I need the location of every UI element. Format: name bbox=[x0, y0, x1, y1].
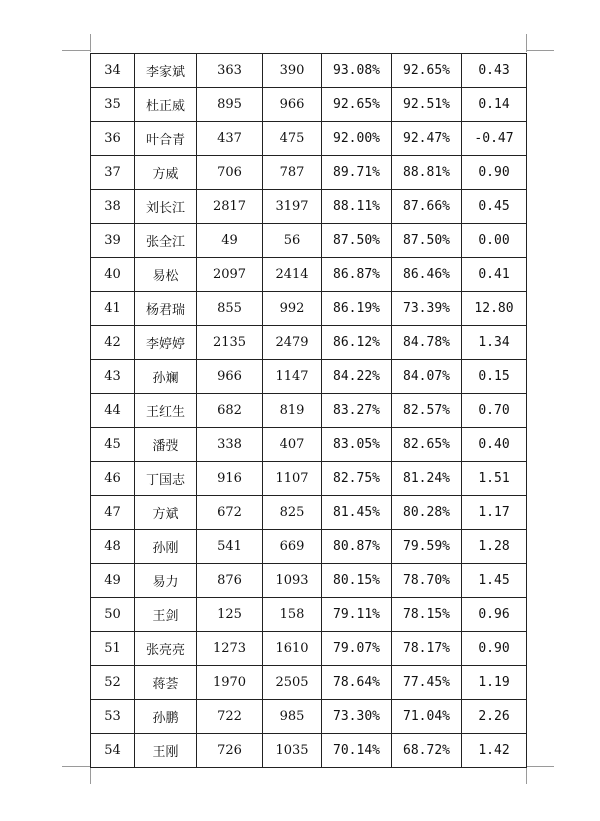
count-b-cell: 985 bbox=[263, 700, 322, 734]
count-a-cell: 706 bbox=[197, 156, 263, 190]
rank-cell: 47 bbox=[91, 496, 135, 530]
table-row bbox=[91, 258, 527, 292]
count-a-cell: 682 bbox=[197, 394, 263, 428]
name-cell: 杜正威 bbox=[135, 88, 197, 122]
rate-previous-cell: 77.45% bbox=[392, 666, 462, 700]
rate-previous-cell: 81.24% bbox=[392, 462, 462, 496]
change-cell: 0.00 bbox=[462, 224, 527, 258]
crop-mark-bottom-left-vertical bbox=[90, 766, 91, 784]
rate-current-cell: 73.30% bbox=[322, 700, 392, 734]
rank-cell: 48 bbox=[91, 530, 135, 564]
count-b-cell: 2505 bbox=[263, 666, 322, 700]
change-cell: 1.34 bbox=[462, 326, 527, 360]
change-cell: 0.90 bbox=[462, 156, 527, 190]
change-cell: 0.96 bbox=[462, 598, 527, 632]
count-a-cell: 2097 bbox=[197, 258, 263, 292]
rate-current-cell: 92.00% bbox=[322, 122, 392, 156]
rate-current-cell: 84.22% bbox=[322, 360, 392, 394]
table-row bbox=[91, 394, 527, 428]
count-a-cell: 726 bbox=[197, 734, 263, 768]
table-row bbox=[91, 734, 527, 768]
crop-mark-bottom-left bbox=[62, 766, 90, 767]
table-row bbox=[91, 598, 527, 632]
rate-current-cell: 79.11% bbox=[322, 598, 392, 632]
change-cell: 0.15 bbox=[462, 360, 527, 394]
change-cell: 0.43 bbox=[462, 54, 527, 88]
table-row bbox=[91, 496, 527, 530]
count-b-cell: 825 bbox=[263, 496, 322, 530]
count-b-cell: 787 bbox=[263, 156, 322, 190]
name-cell: 叶合青 bbox=[135, 122, 197, 156]
count-a-cell: 916 bbox=[197, 462, 263, 496]
change-cell: 0.14 bbox=[462, 88, 527, 122]
rate-previous-cell: 78.15% bbox=[392, 598, 462, 632]
change-cell: 1.45 bbox=[462, 564, 527, 598]
table-row bbox=[91, 530, 527, 564]
table-row bbox=[91, 666, 527, 700]
change-cell: -0.47 bbox=[462, 122, 527, 156]
count-a-cell: 541 bbox=[197, 530, 263, 564]
change-cell: 0.90 bbox=[462, 632, 527, 666]
change-cell: 2.26 bbox=[462, 700, 527, 734]
table-row bbox=[91, 326, 527, 360]
rate-previous-cell: 80.28% bbox=[392, 496, 462, 530]
name-cell: 张亮亮 bbox=[135, 632, 197, 666]
rank-cell: 41 bbox=[91, 292, 135, 326]
name-cell: 李家斌 bbox=[135, 54, 197, 88]
rate-previous-cell: 87.50% bbox=[392, 224, 462, 258]
rate-current-cell: 86.87% bbox=[322, 258, 392, 292]
rate-current-cell: 82.75% bbox=[322, 462, 392, 496]
table-row bbox=[91, 292, 527, 326]
crop-mark-top-right-vertical bbox=[526, 34, 527, 52]
rate-current-cell: 83.05% bbox=[322, 428, 392, 462]
crop-mark-bottom-right bbox=[526, 766, 554, 767]
rate-current-cell: 80.87% bbox=[322, 530, 392, 564]
rate-previous-cell: 92.47% bbox=[392, 122, 462, 156]
count-a-cell: 722 bbox=[197, 700, 263, 734]
change-cell: 1.17 bbox=[462, 496, 527, 530]
rate-current-cell: 93.08% bbox=[322, 54, 392, 88]
rank-cell: 44 bbox=[91, 394, 135, 428]
table-row bbox=[91, 190, 527, 224]
count-b-cell: 390 bbox=[263, 54, 322, 88]
rate-previous-cell: 78.70% bbox=[392, 564, 462, 598]
rank-cell: 38 bbox=[91, 190, 135, 224]
table-row bbox=[91, 632, 527, 666]
rate-current-cell: 87.50% bbox=[322, 224, 392, 258]
rate-previous-cell: 68.72% bbox=[392, 734, 462, 768]
rate-current-cell: 92.65% bbox=[322, 88, 392, 122]
rate-previous-cell: 78.17% bbox=[392, 632, 462, 666]
table-row bbox=[91, 122, 527, 156]
rate-current-cell: 81.45% bbox=[322, 496, 392, 530]
count-a-cell: 1970 bbox=[197, 666, 263, 700]
count-a-cell: 895 bbox=[197, 88, 263, 122]
name-cell: 王红生 bbox=[135, 394, 197, 428]
count-b-cell: 158 bbox=[263, 598, 322, 632]
rank-cell: 39 bbox=[91, 224, 135, 258]
name-cell: 孙斓 bbox=[135, 360, 197, 394]
table-row bbox=[91, 156, 527, 190]
count-a-cell: 855 bbox=[197, 292, 263, 326]
rate-previous-cell: 84.78% bbox=[392, 326, 462, 360]
name-cell: 王刚 bbox=[135, 734, 197, 768]
rank-cell: 43 bbox=[91, 360, 135, 394]
count-a-cell: 966 bbox=[197, 360, 263, 394]
count-b-cell: 2414 bbox=[263, 258, 322, 292]
change-cell: 1.42 bbox=[462, 734, 527, 768]
count-b-cell: 819 bbox=[263, 394, 322, 428]
rank-cell: 51 bbox=[91, 632, 135, 666]
rate-previous-cell: 92.51% bbox=[392, 88, 462, 122]
name-cell: 杨君瑞 bbox=[135, 292, 197, 326]
rate-previous-cell: 79.59% bbox=[392, 530, 462, 564]
count-b-cell: 1107 bbox=[263, 462, 322, 496]
count-a-cell: 1273 bbox=[197, 632, 263, 666]
rate-current-cell: 86.19% bbox=[322, 292, 392, 326]
table-row bbox=[91, 564, 527, 598]
name-cell: 方斌 bbox=[135, 496, 197, 530]
rank-cell: 52 bbox=[91, 666, 135, 700]
ranking-table bbox=[90, 53, 527, 768]
count-a-cell: 876 bbox=[197, 564, 263, 598]
crop-mark-top-right bbox=[526, 50, 554, 51]
count-b-cell: 1147 bbox=[263, 360, 322, 394]
name-cell: 潘弢 bbox=[135, 428, 197, 462]
count-a-cell: 363 bbox=[197, 54, 263, 88]
rate-current-cell: 80.15% bbox=[322, 564, 392, 598]
change-cell: 0.41 bbox=[462, 258, 527, 292]
count-a-cell: 2135 bbox=[197, 326, 263, 360]
rate-previous-cell: 84.07% bbox=[392, 360, 462, 394]
name-cell: 王剑 bbox=[135, 598, 197, 632]
name-cell: 方威 bbox=[135, 156, 197, 190]
rank-cell: 53 bbox=[91, 700, 135, 734]
table-row bbox=[91, 54, 527, 88]
crop-mark-bottom-right-vertical bbox=[526, 766, 527, 784]
rank-cell: 36 bbox=[91, 122, 135, 156]
count-a-cell: 2817 bbox=[197, 190, 263, 224]
change-cell: 0.70 bbox=[462, 394, 527, 428]
count-a-cell: 338 bbox=[197, 428, 263, 462]
count-b-cell: 669 bbox=[263, 530, 322, 564]
change-cell: 1.28 bbox=[462, 530, 527, 564]
rank-cell: 42 bbox=[91, 326, 135, 360]
count-b-cell: 3197 bbox=[263, 190, 322, 224]
count-b-cell: 1035 bbox=[263, 734, 322, 768]
rate-previous-cell: 92.65% bbox=[392, 54, 462, 88]
rank-cell: 37 bbox=[91, 156, 135, 190]
change-cell: 0.40 bbox=[462, 428, 527, 462]
rate-current-cell: 70.14% bbox=[322, 734, 392, 768]
change-cell: 1.19 bbox=[462, 666, 527, 700]
name-cell: 易松 bbox=[135, 258, 197, 292]
ranking-table-body bbox=[91, 54, 527, 768]
rank-cell: 34 bbox=[91, 54, 135, 88]
name-cell: 李婷婷 bbox=[135, 326, 197, 360]
count-b-cell: 56 bbox=[263, 224, 322, 258]
rank-cell: 50 bbox=[91, 598, 135, 632]
crop-mark-top-left-vertical bbox=[90, 34, 91, 52]
crop-mark-top-left bbox=[62, 50, 90, 51]
change-cell: 0.45 bbox=[462, 190, 527, 224]
count-b-cell: 966 bbox=[263, 88, 322, 122]
rank-cell: 45 bbox=[91, 428, 135, 462]
rate-previous-cell: 82.65% bbox=[392, 428, 462, 462]
rate-current-cell: 86.12% bbox=[322, 326, 392, 360]
name-cell: 刘长江 bbox=[135, 190, 197, 224]
name-cell: 易力 bbox=[135, 564, 197, 598]
rank-cell: 35 bbox=[91, 88, 135, 122]
rate-current-cell: 88.11% bbox=[322, 190, 392, 224]
rank-cell: 46 bbox=[91, 462, 135, 496]
count-b-cell: 992 bbox=[263, 292, 322, 326]
name-cell: 蒋荟 bbox=[135, 666, 197, 700]
name-cell: 孙刚 bbox=[135, 530, 197, 564]
rank-cell: 49 bbox=[91, 564, 135, 598]
name-cell: 孙鹏 bbox=[135, 700, 197, 734]
count-b-cell: 1093 bbox=[263, 564, 322, 598]
rate-previous-cell: 73.39% bbox=[392, 292, 462, 326]
rate-current-cell: 89.71% bbox=[322, 156, 392, 190]
rate-previous-cell: 82.57% bbox=[392, 394, 462, 428]
name-cell: 丁国志 bbox=[135, 462, 197, 496]
rate-previous-cell: 71.04% bbox=[392, 700, 462, 734]
count-b-cell: 1610 bbox=[263, 632, 322, 666]
name-cell: 张全江 bbox=[135, 224, 197, 258]
count-b-cell: 475 bbox=[263, 122, 322, 156]
change-cell: 12.80 bbox=[462, 292, 527, 326]
rate-current-cell: 83.27% bbox=[322, 394, 392, 428]
count-a-cell: 437 bbox=[197, 122, 263, 156]
rate-current-cell: 79.07% bbox=[322, 632, 392, 666]
rank-cell: 40 bbox=[91, 258, 135, 292]
rate-previous-cell: 87.66% bbox=[392, 190, 462, 224]
rate-previous-cell: 86.46% bbox=[392, 258, 462, 292]
table-row bbox=[91, 700, 527, 734]
change-cell: 1.51 bbox=[462, 462, 527, 496]
table-row bbox=[91, 224, 527, 258]
count-a-cell: 125 bbox=[197, 598, 263, 632]
rate-previous-cell: 88.81% bbox=[392, 156, 462, 190]
table-row bbox=[91, 360, 527, 394]
count-b-cell: 2479 bbox=[263, 326, 322, 360]
table-row bbox=[91, 428, 527, 462]
count-b-cell: 407 bbox=[263, 428, 322, 462]
rank-cell: 54 bbox=[91, 734, 135, 768]
table-row bbox=[91, 462, 527, 496]
table-row bbox=[91, 88, 527, 122]
count-a-cell: 672 bbox=[197, 496, 263, 530]
rate-current-cell: 78.64% bbox=[322, 666, 392, 700]
count-a-cell: 49 bbox=[197, 224, 263, 258]
